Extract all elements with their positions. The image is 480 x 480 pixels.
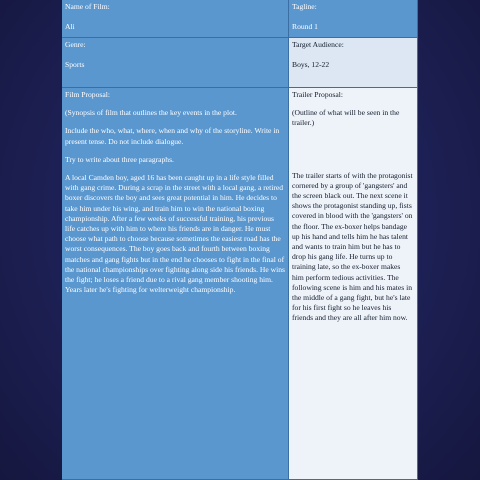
proposal-instruction-1: (Synopsis of film that outlines the key events in the plot. bbox=[65, 108, 237, 118]
audience-cell bbox=[289, 38, 418, 88]
genre-cell bbox=[62, 38, 289, 88]
audience-value: Boys, 12-22 bbox=[292, 60, 330, 70]
tagline-value: Round 1 bbox=[292, 22, 318, 32]
proposal-body: A local Camden boy, aged 16 has been caught up in a life style filled with gang crime. During a scrap in the street with a local gang, a retired boxer discovers the boy and sees great potential in him. He decides to take him under his wing, and train him to win the national boxing championship. After a few weeks of successful training, his previous life catches up with him to where his friends are in danger. He must choose what path to choose because sometimes the easiest road has the worst consequences. The boy goes back and fourth between boxing matches and gang fights but in the end he chooses to fight in the final of the national championships over fighting along side his friends. He wins the fight; he loses a friend due to a rival gang member shooting him. Years later he's fighting for welterweight championship. bbox=[65, 173, 285, 295]
genre-label: Genre: bbox=[65, 40, 86, 49]
trailer-instruction: (Outline of what will be seen in the trailer.) bbox=[292, 108, 400, 128]
film-proposal-label: Film Proposal: bbox=[65, 90, 110, 99]
film-name-cell bbox=[62, 0, 289, 38]
tagline-label: Tagline: bbox=[292, 2, 317, 11]
proposal-instruction-2: Include the who, what, where, when and why of the storyline. Write in present tense. Do not include dialogue. bbox=[65, 126, 280, 146]
audience-label: Target Audience: bbox=[292, 40, 344, 49]
film-proposal-cell bbox=[62, 88, 289, 480]
trailer-proposal-cell bbox=[289, 88, 418, 480]
proposal-instruction-3: Try to write about three paragraphs. bbox=[65, 154, 174, 164]
genre-value: Sports bbox=[65, 60, 85, 70]
trailer-body: The trailer starts of with the protagonist cornered by a group of 'gangsters' and the screen black out. The next scene it shows the protagonist standing up, fists covered in blood with the 'gangsters' on the floor. The ex-boxer helps bandage up his hand and tells him he has talent and wants to train him but he has to drop his gang life. He turns up to training late, so the ex-boxer makes him perform tedious activities. The following scene is him and his mates in the middle of a gang fight, but he's late for his first fight so he leaves his friends and they are all after him now. bbox=[292, 170, 413, 323]
film-name-value: Ali bbox=[65, 22, 75, 32]
trailer-proposal-label: Trailer Proposal: bbox=[292, 90, 343, 99]
tagline-cell bbox=[289, 0, 418, 38]
proposal-sheet bbox=[62, 0, 418, 480]
film-name-label: Name of Film: bbox=[65, 2, 110, 11]
